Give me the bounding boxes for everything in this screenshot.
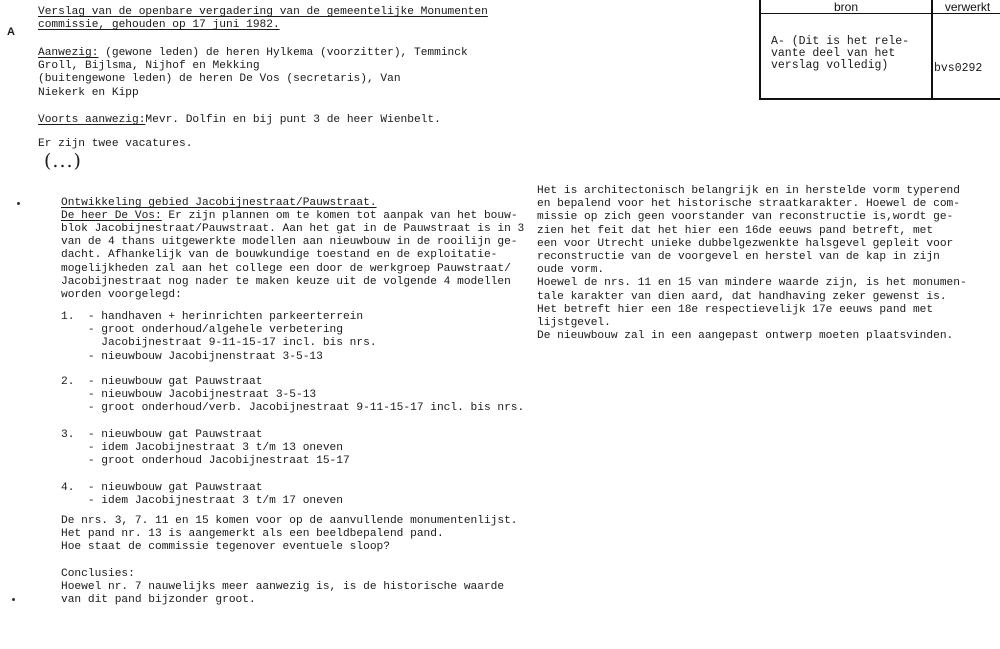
speaker-line (61, 210, 518, 223)
attendees-paragraph (38, 47, 468, 100)
attendees-text: (gewone leden) de heren Hylkema (voorzitter), Temminck Groll, Bijlsma, Nijhof en Mekking (buitengewone leden) de heren De Vos (secretaris), Van Niekerk en Kipp (38, 47, 468, 99)
handwritten-ellipsis: (...) (44, 150, 82, 172)
section-heading: Ontwikkeling gebied Jacobijnestraat/Pauwstraat. (61, 197, 377, 209)
right-column-text: Het is architectonisch belangrijk en in herstelde vorm typerend en bepalend voor het historische straatkarakter. Hoewel de com- missie op zich geen voorstander van reconstructie is,wordt ge- zien het feit dat het hier een 16de eeuws pand betreft, met een voor Utrecht unieke dubbelgezwenkte halsgevel gepleit voor reconstructie van de voorgevel en herstel van de kap in zijn oude vorm. Hoewel de nrs. 11 en 15 van mindere waarde zijn, is het monumen- tale karakter van dien aard, dat handhaving zeker gewenst is. Het betreft hier een 18e respectievelijk 17e eeuws pand met lijstgevel. De nieuwbouw zal in een aangepast ontwerp moeten plaatsvinden. (537, 185, 967, 343)
source-table (759, 0, 1000, 100)
model-2: 2. - nieuwbouw gat Pauwstraat - nieuwbouw Jacobijnestraat 3-5-13 - groot onderhoud/verb. Jacobijnestraat 9-11-15-17 incl. bis nrs. (61, 376, 525, 415)
verwerkt-cell: bvs0292 (934, 62, 983, 75)
document-title: Verslag van de openbare vergadering van de gemeentelijke Monumenten commissie, gehouden op 17 juni 1982. (38, 6, 488, 32)
margin-mark: A (7, 26, 15, 38)
monument-list-paragraph: De nrs. 3, 7. 11 en 15 komen voor op de aanvullende monumentenlijst. Het pand nr. 13 is aangemerkt als een beeldbepalend pand. Hoe staat de commissie tegenover eventuele sloop? (61, 515, 518, 554)
margin-dot (12, 598, 15, 601)
intro-first-line: Er zijn plannen om te komen tot aanpak van het bouw- (161, 210, 518, 222)
speaker-label: De heer De Vos: (61, 210, 162, 222)
also-present-text: Mevr. Dolfin en bij punt 3 de heer Wienbelt. (145, 114, 441, 126)
also-present (38, 114, 441, 127)
bron-header: bron (761, 0, 931, 14)
also-present-label: Voorts aanwezig: (38, 114, 146, 126)
model-3: 3. - nieuwbouw gat Pauwstraat - idem Jacobijnestraat 3 t/m 13 oneven - groot onderhoud Jacobijnestraat 15-17 (61, 429, 350, 468)
model-4: 4. - nieuwbouw gat Pauwstraat - idem Jacobijnestraat 3 t/m 17 oneven (61, 482, 343, 508)
model-1: 1. - handhaven + herinrichten parkeerterrein - groot onderhoud/algehele verbetering Jacobijnestraat 9-11-15-17 incl. bis nrs. - nieuwbouw Jacobijnenstraat 3-5-13 (61, 311, 377, 363)
intro-paragraph: blok Jacobijnestraat/Pauwstraat. Aan het gat in de Pauwstraat is in 3 van de 4 thans uitgewerkte modellen aan nieuwbouw in de rooilijn ge- dacht. Afhankelijk van de bouwkundige toestand en de exploitatie- mogelijkheden zal aan het college een door de werkgroep Pauwstraat/ Jacobijnestraat nog nader te maken keuze uit de volgende 4 modellen worden voorgelegd: (61, 223, 525, 302)
margin-dot (17, 202, 20, 205)
vacancies: Er zijn twee vacatures. (38, 138, 193, 150)
verwerkt-header: verwerkt (933, 0, 1000, 14)
conclusions-label: Conclusies: (61, 568, 135, 580)
bron-cell: A- (Dit is het rele- vante deel van het verslag volledig) (771, 35, 910, 73)
conclusions-text: Hoewel nr. 7 nauwelijks meer aanwezig is, is de historische waarde van dit pand bijzonder groot. (61, 581, 505, 607)
attendees-label: Aanwezig: (38, 47, 99, 59)
table-column-divider (931, 0, 933, 98)
